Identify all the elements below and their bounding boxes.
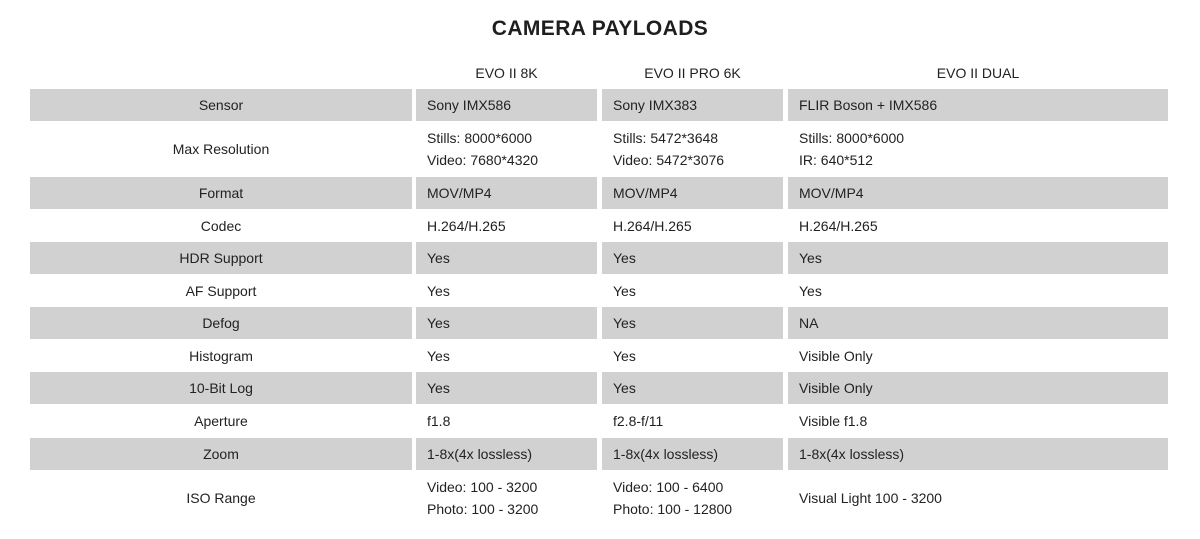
cell-text: NA [799, 315, 819, 331]
cell-evo-ii-pro-6k [602, 122, 783, 176]
row-label: Codec [200, 218, 242, 234]
cell-evo-ii-dual [788, 438, 1168, 470]
cell-text: FLIR Boson + IMX586 [799, 97, 938, 113]
cell-evo-ii-dual [788, 89, 1168, 121]
table-row [0, 405, 1200, 437]
row-label: 10-Bit Log [30, 372, 412, 404]
cell-text: Yes [799, 250, 822, 266]
cell-evo-ii-pro-6k [602, 307, 783, 339]
table-row [0, 242, 1200, 274]
cell-text: IR: 640*512 [799, 152, 873, 168]
cell-text: Stills: 8000*6000 [427, 130, 533, 146]
cell-evo-ii-pro-6k [602, 177, 783, 209]
row-label: Histogram [189, 348, 253, 364]
cell-evo-ii-pro-6k [602, 471, 783, 525]
table-row [0, 275, 1200, 307]
cell-evo-ii-8k [416, 307, 597, 339]
column-header-evo-ii-pro-6k: EVO II PRO 6K [644, 65, 741, 81]
cell-text: Visible Only [799, 380, 873, 396]
row-label: Sensor [30, 89, 412, 121]
cell-evo-ii-8k [416, 471, 597, 525]
cell-evo-ii-dual [788, 471, 1168, 525]
cell-text: H.264/H.265 [427, 218, 506, 234]
cell-text: MOV/MP4 [427, 185, 492, 201]
cell-text: Photo: 100 - 3200 [427, 501, 539, 517]
cell-evo-ii-pro-6k [602, 210, 783, 242]
cell-text: Visual Light 100 - 3200 [799, 490, 942, 506]
cell-evo-ii-dual [788, 122, 1168, 176]
cell-evo-ii-pro-6k [602, 438, 783, 470]
cell-text: MOV/MP4 [613, 185, 678, 201]
cell-text: H.264/H.265 [799, 218, 878, 234]
cell-evo-ii-8k [416, 177, 597, 209]
table-row [0, 340, 1200, 372]
cell-text: MOV/MP4 [799, 185, 864, 201]
cell-text: Yes [613, 315, 636, 331]
row-label: ISO Range [186, 490, 256, 506]
cell-evo-ii-pro-6k [602, 89, 783, 121]
cell-text: Visible f1.8 [799, 413, 868, 429]
cell-evo-ii-8k [416, 275, 597, 307]
cell-text: Yes [613, 283, 636, 299]
row-label: Max Resolution [172, 141, 270, 157]
cell-evo-ii-dual [788, 340, 1168, 372]
cell-evo-ii-dual [788, 372, 1168, 404]
cell-text: Yes [427, 380, 450, 396]
cell-text: Video: 7680*4320 [427, 152, 539, 168]
cell-text: Visible Only [799, 348, 873, 364]
cell-evo-ii-pro-6k [602, 242, 783, 274]
cell-evo-ii-8k [416, 122, 597, 176]
cell-text: Yes [613, 380, 636, 396]
cell-text: Stills: 8000*6000 [799, 130, 905, 146]
row-label: Format [30, 177, 412, 209]
row-label: Zoom [30, 438, 412, 470]
cell-text: Video: 5472*3076 [613, 152, 725, 168]
cell-evo-ii-dual [788, 177, 1168, 209]
cell-text: 1-8x(4x lossless) [799, 446, 905, 462]
cell-evo-ii-8k [416, 438, 597, 470]
column-header-evo-ii-8k: EVO II 8K [475, 65, 538, 81]
cell-text: 1-8x(4x lossless) [613, 446, 719, 462]
cell-text: Photo: 100 - 12800 [613, 501, 733, 517]
table-row [0, 210, 1200, 242]
table-row [0, 122, 1200, 176]
row-label: Aperture [194, 413, 248, 429]
cell-evo-ii-8k [416, 89, 597, 121]
table-row [0, 307, 1200, 339]
page-title: CAMERA PAYLOADS [491, 17, 709, 40]
row-label: HDR Support [30, 242, 412, 274]
cell-evo-ii-8k [416, 210, 597, 242]
cell-evo-ii-dual [788, 275, 1168, 307]
table-header [0, 62, 1200, 84]
cell-evo-ii-8k [416, 372, 597, 404]
cell-evo-ii-pro-6k [602, 275, 783, 307]
cell-text: f2.8-f/11 [613, 413, 664, 429]
cell-evo-ii-dual [788, 210, 1168, 242]
table-row [0, 177, 1200, 209]
cell-evo-ii-8k [416, 242, 597, 274]
cell-text: Sony IMX586 [427, 97, 512, 113]
cell-text: f1.8 [427, 413, 451, 429]
cell-text: Sony IMX383 [613, 97, 698, 113]
cell-text: Video: 100 - 3200 [427, 479, 538, 495]
cell-text: Video: 100 - 6400 [613, 479, 724, 495]
cell-evo-ii-pro-6k [602, 372, 783, 404]
cell-text: Stills: 5472*3648 [613, 130, 719, 146]
cell-text: Yes [799, 283, 822, 299]
cell-evo-ii-dual [788, 307, 1168, 339]
cell-text: Yes [613, 250, 636, 266]
column-header-evo-ii-dual: EVO II DUAL [936, 65, 1020, 81]
cell-text: Yes [613, 348, 636, 364]
table-row [0, 89, 1200, 121]
cell-text: 1-8x(4x lossless) [427, 446, 533, 462]
cell-text: Yes [427, 250, 450, 266]
cell-text: Yes [427, 315, 450, 331]
cell-evo-ii-pro-6k [602, 405, 783, 437]
cell-evo-ii-pro-6k [602, 340, 783, 372]
cell-evo-ii-8k [416, 405, 597, 437]
cell-evo-ii-8k [416, 340, 597, 372]
row-label: AF Support [185, 283, 257, 299]
cell-evo-ii-dual [788, 405, 1168, 437]
table-row [0, 372, 1200, 404]
cell-text: Yes [427, 283, 450, 299]
row-label: Defog [30, 307, 412, 339]
cell-text: H.264/H.265 [613, 218, 692, 234]
table-row [0, 438, 1200, 470]
cell-evo-ii-dual [788, 242, 1168, 274]
cell-text: Yes [427, 348, 450, 364]
table-row [0, 471, 1200, 525]
